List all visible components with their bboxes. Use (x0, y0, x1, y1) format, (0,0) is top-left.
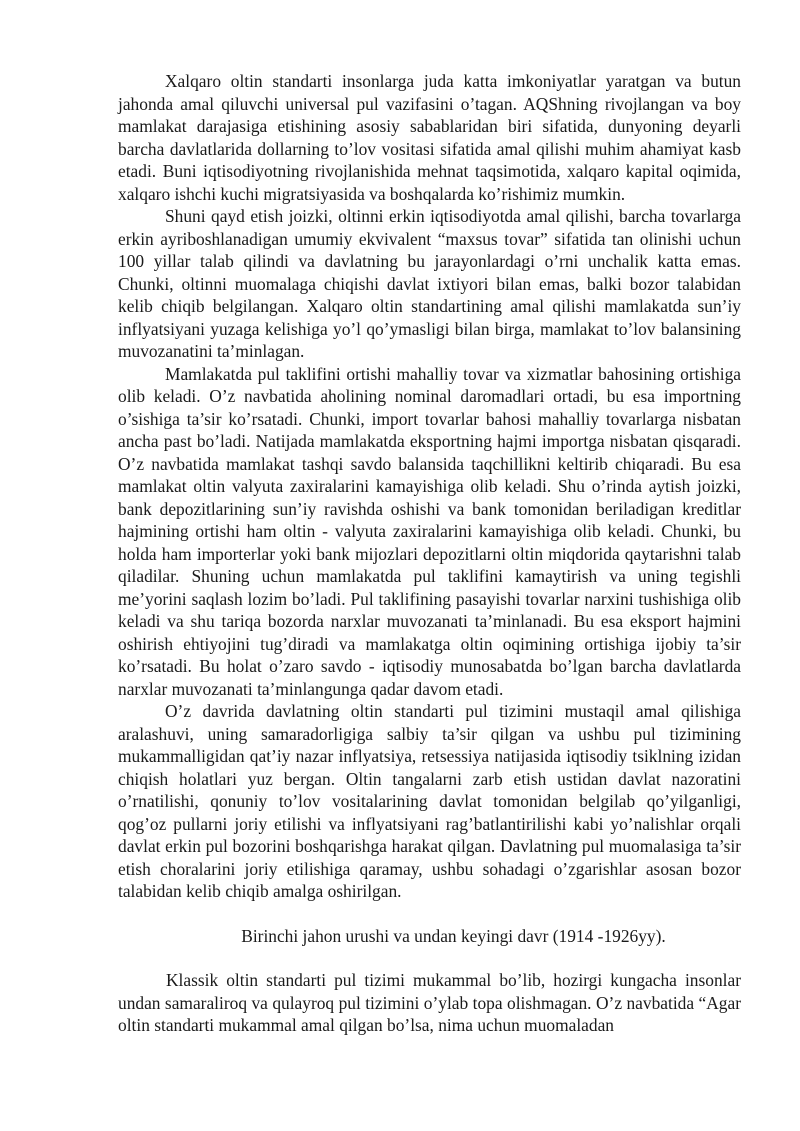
document-page (118, 70, 741, 1037)
paragraph-5: Klassik oltin standarti pul tizimi mukammal bo’lib, hozirgi kungacha insonlar undan samaraliroq va qulayroq pul tizimini o’ylab topa olishmagan. O’z navbatida “Agar oltin standarti mukammal amal qilgan bo’lsa, nima uchun muomaladan (118, 970, 741, 1035)
paragraph-2: Shuni qayd etish joizki, oltinni erkin iqtisodiyotda amal qilishi, barcha tovarlarga erkin ayriboshlanadigan umumiy ekvivalent “maxsus tovar” sifatida tan olinishi uchun 100 yillar talab qilindi va davlatning bu jarayonlardagi o’rni unchalik katta emas. Chunki, oltinni muomalaga chiqishi davlat ixtiyori bilan emas, balki bozor talabidan kelib chiqib belgilangan. Xalqaro oltin standartining amal qilishi mamlakatda sun’iy inflyatsiyani yuzaga kelishiga yo’l qo’ymasligi bilan birga, mamlakat to’lov balansining muvozanatini ta’minlagan. (118, 206, 741, 361)
section-heading: Birinchi jahon urushi va undan keyingi davr (1914 -1926yy). (241, 925, 666, 946)
paragraph-4: O’z davrida davlatning oltin standarti pul tizimini mustaqil amal qilishiga aralashuvi, uning samaradorligiga salbiy ta’sir qilgan va ushbu pul tizimining mukammalligidan qat’iy nazar inflyatsiya, retsessiya natijasida iqtisodiy tsiklning izidan chiqish holatlari yuz bergan. Oltin tangalarni zarb etish ustidan davlat nazoratini o’rnatilishi, qonuniy to’lov vositalarining davlat tomonidan belgilab qo’yilganligi, qog’oz pullarni joriy etilishi va inflyatsiyani rag’batlantirilishi kabi yo’nalishlar orqali davlat erkin pul bozorini boshqarishga harakat qilgan. Davlatning pul muomalasiga ta’sir etish choralarini joriy etilishiga qaramay, ushbu sohadagi o’zgarishlar asosan bozor talabidan kelib chiqib amalga oshirilgan. (118, 701, 741, 901)
paragraph-3: Mamlakatda pul taklifini ortishi mahalliy tovar va xizmatlar bahosining ortishiga olib keladi. O’z navbatida aholining nominal daromadlari ortadi, bu esa importning o’sishiga ta’sir ko’rsatadi. Chunki, import tovarlar bahosi mahalliy tovarlarga nisbatan ancha past bo’ladi. Natijada mamlakatda eksportning hajmi importga nisbatan qisqaradi. O’z navbatida mamlakat tashqi savdo balansida taqchillikni keltirib chiqaradi. Bu esa mamlakat oltin valyuta zaxiralarini kamayishiga olib keladi. Shu o’rinda aytish joizki, bank depozitlarining sun’iy ravishda oshishi va bank tomonidan beriladigan kreditlar hajmining ortishi ham oltin - valyuta zaxiralarini kamayishiga olib keladi. Chunki, bu holda ham importerlar yoki bank mijozlari depozitlarni oltin miqdorida qaytarishni talab qiladilar. Shuning uchun mamlakatda pul taklifini kamaytirish va uning tegishli me’yorini saqlash lozim bo’ladi. Pul taklifining pasayishi tovarlar narxini tushishiga olib keladi va shu tariqa bozorda narxlar muvozanati ta’minlanadi. Bu esa eksport hajmini oshirish ehtiyojini tug’diradi va mamlakatga oltin oqimining ortishiga ijobiy ta’sir ko’rsatadi. Bu holat o’zaro savdo - iqtisodiy munosabatda bo’lgan barcha davlatlarda narxlar muvozanati ta’minlangunga qadar davom etadi. (118, 363, 741, 699)
paragraph-1: Xalqaro oltin standarti insonlarga juda katta imkoniyatlar yaratgan va butun jahonda amal qiluvchi universal pul vazifasini o’tagan. AQShning rivojlangan va boy mamlakat darajasiga etishining asosiy sabablaridan biri sifatida, dunyoning deyarli barcha davlatlarida dollarning to’lov vositasi sifatida amal qilishi muhim ahamiyat kasb etadi. Buni iqtisodiyotning rivojlanishida mehnat taqsimotida, xalqaro kapital oqimida, xalqaro ishchi kuchi migratsiyasida va boshqalarda ko’rishimiz mumkin. (118, 71, 741, 204)
